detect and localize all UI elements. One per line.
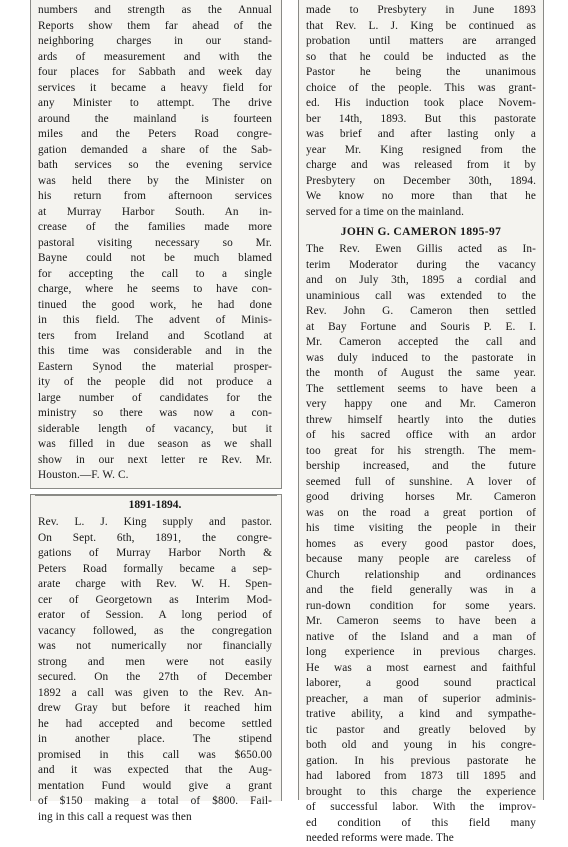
text-line: erator of Session. A long period of (38, 609, 272, 621)
text-line: charge and was released from it by (306, 159, 536, 171)
text-line: bath services so the evening service (38, 159, 272, 171)
text-line: On Sept. 6th, 1891, the congre- (38, 531, 272, 544)
text-line: too great for his strength. The mem- (306, 444, 536, 457)
text-line: ber 14th, 1893. But this pastorate (306, 112, 536, 125)
text-line: in this field. The advent of Minis- (38, 314, 272, 326)
text-line: was on the road a great portion of (306, 506, 536, 519)
text-line: siderable length of vacancy, but it (38, 422, 272, 435)
right-column-top-text (306, 3, 536, 220)
text-line: The settlement seems to have been a (306, 382, 536, 395)
text-line: around the mainland is fourteen (38, 112, 272, 125)
text-line: gation. In his previous pastorate he (306, 754, 536, 767)
text-line: very happy one and Mr. Cameron (306, 398, 536, 410)
text-line: Mr. Cameron accepted the call and (306, 336, 536, 348)
text-line: threw himself heartly into the duties (306, 413, 536, 426)
text-line: Bayne could not be much blamed (38, 252, 272, 264)
text-line: drew Gray but before it reached him (38, 702, 272, 714)
text-line: had labored from 1873 till 1895 and (306, 770, 536, 782)
right-column-bottom-text (306, 242, 536, 847)
text-line: 1892 a call was given to the Rev. An- (38, 686, 272, 699)
section-heading-john-g-cameron: JOHN G. CAMERON 1895-97 (340, 226, 502, 238)
text-line: Rev. L. J. King supply and pastor. (38, 516, 272, 528)
text-line: the month of August the same year. (306, 367, 536, 379)
text-line: was duly induced to the pastorate in (306, 351, 536, 364)
left-column-top-text (38, 3, 272, 484)
text-line: Peters Road formally became a sep- (38, 562, 272, 575)
text-line: Reports show them far ahead of the (38, 19, 272, 32)
text-line: was held there by the Minister on (38, 174, 272, 187)
text-line: long experience in previous charges. (306, 646, 536, 658)
text-line: ters from Ireland and Scotland at (38, 329, 272, 342)
text-line: Rev. John G. Cameron then settled (306, 305, 536, 317)
text-line: cer of Georgetown as Interim Mod- (38, 593, 272, 606)
text-line: this time was considerable and in the (38, 345, 272, 357)
text-line: was filled in due season as we shall (38, 438, 272, 450)
text-line: native of the Island and a man of (306, 630, 536, 643)
text-line: of $150 making a total of $800. Fail- (38, 795, 272, 807)
text-line: strong and men were not easily (38, 655, 272, 668)
text-line: gations of Murray Harbor North & (38, 547, 272, 559)
text-line: ed condition of this field many (306, 816, 536, 829)
text-line: of successful labor. With the improv- (306, 801, 536, 813)
text-line: any Minister to attempt. The drive (38, 97, 272, 109)
text-line: needed reforms were made. The (306, 832, 454, 844)
text-line: promised in this call was $650.00 (38, 748, 272, 761)
text-line: preacher, a man of superior adminis- (306, 692, 536, 705)
text-line: Mr. Cameron seems to have been a (306, 615, 536, 627)
text-line: ministry so there was now a con- (38, 407, 272, 419)
text-line: served for a time on the mainland. (306, 205, 465, 218)
text-line: arate charge with Rev. W. H. Spen- (38, 578, 272, 590)
text-line: neighboring charges in our stand- (38, 35, 272, 47)
text-line: We know no more than that he (306, 190, 536, 202)
text-line: gation demanded a share of the Sab- (38, 143, 272, 156)
text-line: of his sacred office with an ardor (306, 429, 536, 441)
text-line: because many people are careless of (306, 553, 536, 565)
text-line: pastoral visiting necessary so Mr. (38, 236, 272, 249)
text-line: ed. His induction took place Novem- (306, 97, 536, 109)
text-line: trative ability, a kind and sympathe- (306, 708, 536, 720)
text-line: choice of the people. This was grant- (306, 81, 536, 94)
clipping-separator-rule (35, 495, 277, 496)
text-line: at Murray Harbor South. An in- (38, 205, 272, 218)
text-line: and it was expected that the Aug- (38, 764, 272, 776)
text-line: his time visiting the people in their (306, 522, 536, 534)
section-heading-1891-1894: 1891-1894. (128, 499, 182, 511)
text-line: his return from afternoon services (38, 190, 272, 202)
text-line: unaminious call was extended to the (306, 289, 536, 302)
text-line: in another place. The stipend (38, 733, 272, 745)
text-line: bership increased, and the future (306, 460, 536, 472)
text-line: vacancy followed, as the congregation (38, 624, 272, 637)
text-line: secured. On the 27th of December (38, 671, 272, 683)
left-column-bottom-text (38, 515, 272, 825)
text-line: The Rev. Ewen Gillis acted as In- (306, 243, 536, 255)
text-line: ards of measurement and with the (38, 50, 272, 63)
text-line: terim Moderator during the vacancy (306, 258, 536, 271)
text-line: services it became a heavy field for (38, 81, 272, 94)
text-line: for accepting the call to a single (38, 267, 272, 280)
text-line: and the field generally was in a (306, 584, 536, 596)
text-line: tic pastor and greatly beloved by (306, 723, 536, 736)
text-line: laborer, a good sound practical (306, 677, 536, 689)
text-line: both old and young in his congre- (306, 739, 536, 751)
text-line: He was a most earnest and faithful (306, 661, 536, 674)
text-line: Eastern Synod the material prosper- (38, 360, 272, 373)
text-line: charge, where he seems to have con- (38, 283, 272, 295)
text-line: large number of candidates for the (38, 391, 272, 404)
text-line: good driving horses Mr. Cameron (306, 491, 536, 503)
text-line: four places for Sabbath and week day (38, 66, 272, 78)
text-line: probation until matters are arranged (306, 35, 536, 47)
text-line: so that he could be inducted as the (306, 50, 536, 63)
text-line: made to Presbytery in June 1893 (306, 4, 536, 16)
text-line: Pastor he being the unanimous (306, 66, 536, 78)
text-line: at Bay Fortune and Souris P. E. I. (306, 320, 536, 333)
text-line: that Rev. L. J. King be continued as (306, 19, 536, 32)
text-line: was brief and after lasting only a (306, 128, 536, 140)
text-line: was not numerically nor financially (38, 640, 272, 652)
text-line: crease of the families made more (38, 221, 272, 233)
text-line: and on July 3th, 1895 a cordial and (306, 274, 536, 286)
text-line: Church relationship and ordinances (306, 568, 536, 581)
text-line: numbers and strength as the Annual (38, 4, 272, 16)
text-line: ing in this call a request was then (38, 810, 192, 823)
text-line: miles and the Peters Road congre- (38, 128, 272, 140)
text-line: brought to this charge the experience (306, 785, 536, 798)
text-line: Houston.—F. W. C. (38, 469, 129, 481)
text-line: year Mr. King resigned from the (306, 143, 536, 156)
text-line: homes as every good pastor does, (306, 537, 536, 550)
text-line: mentation Fund would give a grant (38, 779, 272, 792)
text-line: Presbytery on December 30th, 1894. (306, 174, 536, 187)
text-line: seemed full of sunshine. A lover of (306, 475, 536, 488)
text-line: show in our next letter re Rev. Mr. (38, 453, 272, 466)
text-line: ity of the people did not produce a (38, 376, 272, 388)
text-line: tinued the good work, he had done (38, 298, 272, 311)
text-line: he had accepted and become settled (38, 717, 272, 730)
text-line: run-down condition for some years. (306, 599, 536, 612)
